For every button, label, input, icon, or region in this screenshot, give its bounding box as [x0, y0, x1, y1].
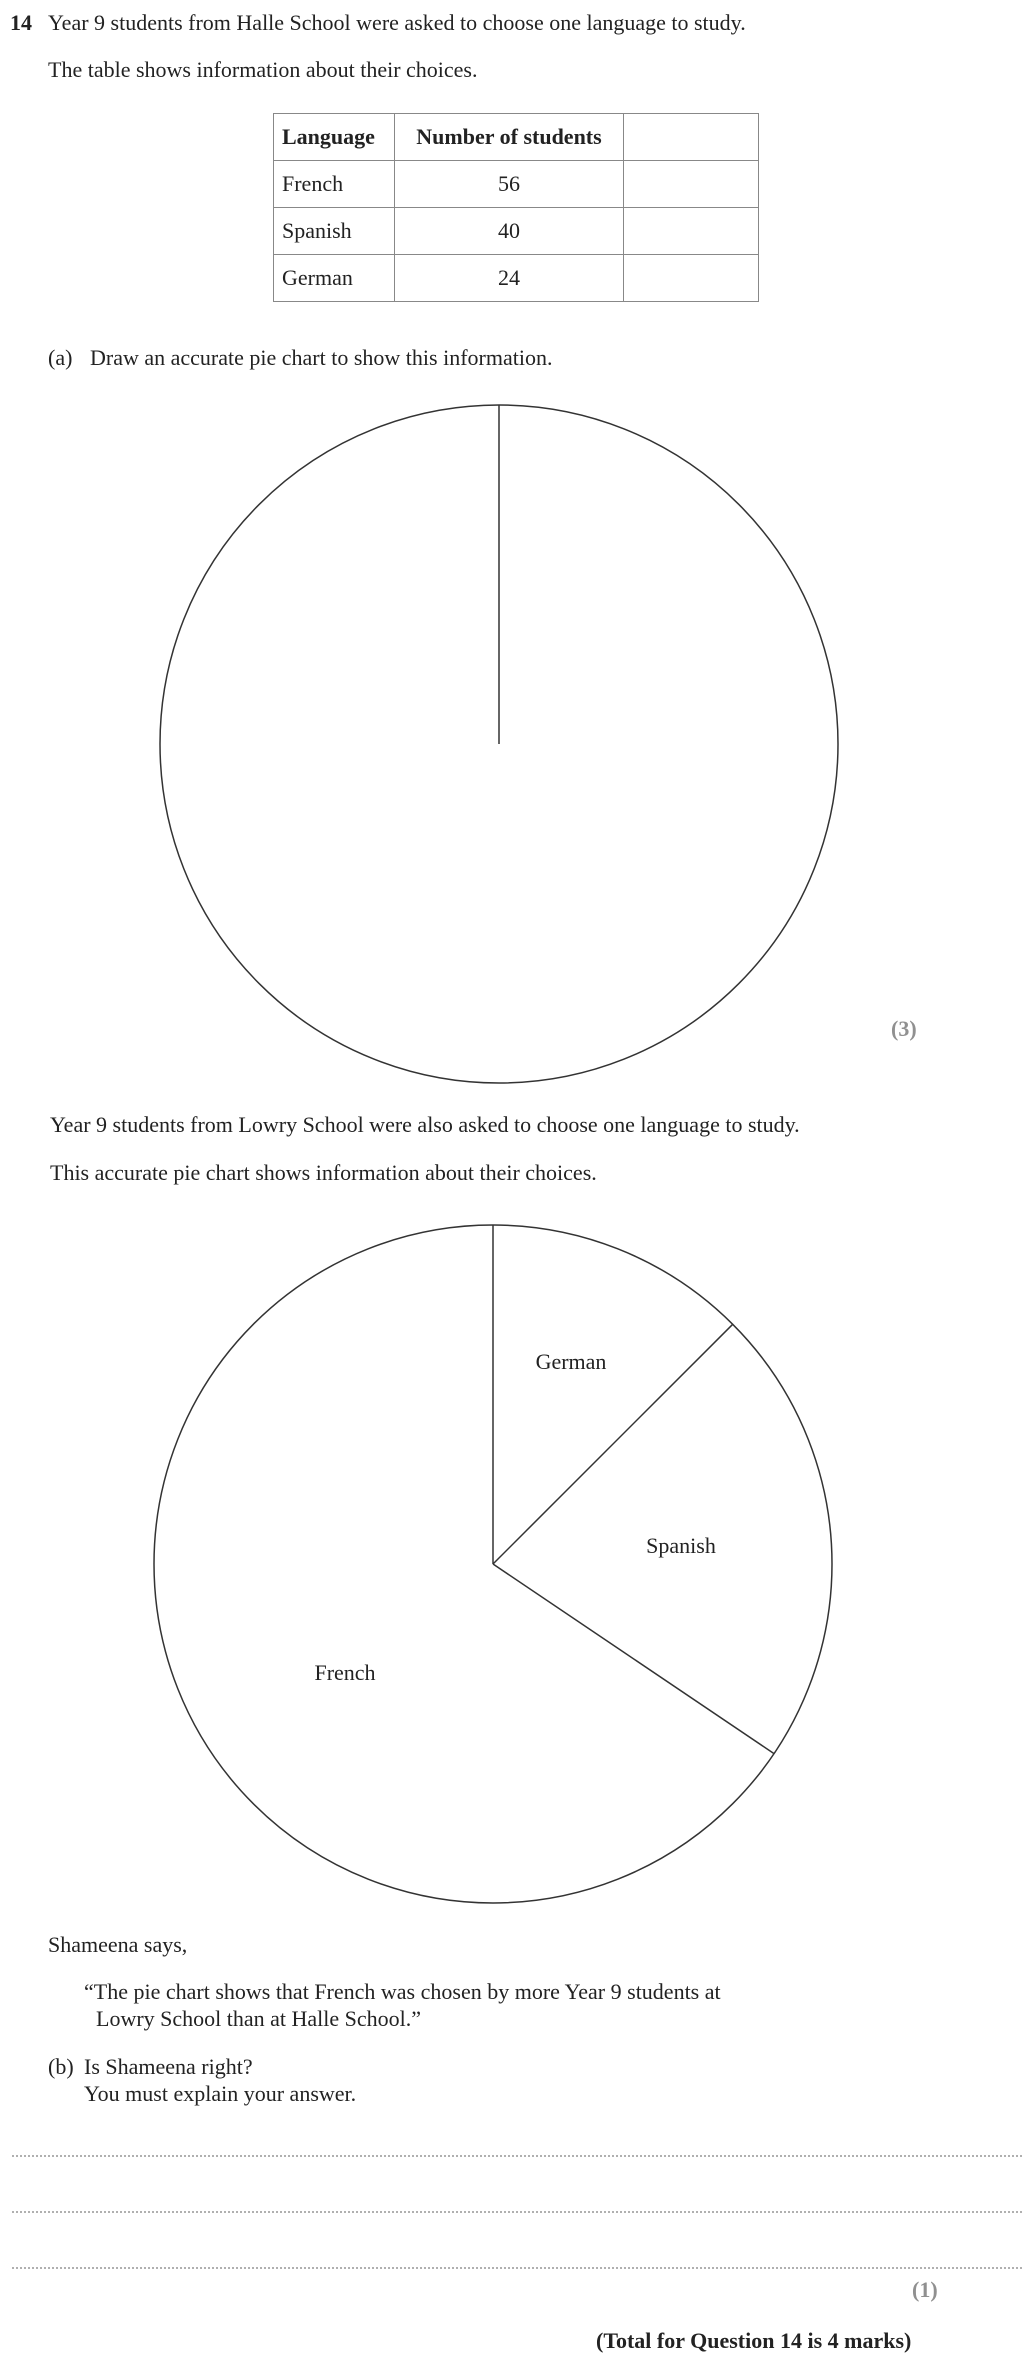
pie-label-french: French: [314, 1660, 376, 1685]
header-number-of-students: Number of students: [395, 114, 624, 161]
total-marks: (Total for Question 14 is 4 marks): [596, 2328, 912, 2353]
count-cell: 40: [395, 208, 624, 255]
header-language: Language: [274, 114, 395, 161]
part-b-label: (b): [48, 2054, 74, 2079]
lowry-line-1: Year 9 students from Lowry School were also asked to choose one language to study.: [50, 1112, 800, 1137]
part-a-marks: (3): [891, 1016, 917, 1041]
pie-label-spanish: Spanish: [646, 1533, 716, 1558]
pie-radius-spanish-french: [493, 1564, 774, 1754]
answer-line[interactable]: [12, 2155, 1022, 2157]
answer-line[interactable]: [12, 2267, 1022, 2269]
part-a-label: (a): [48, 345, 73, 370]
language-cell: Spanish: [274, 208, 395, 255]
answer-line[interactable]: [12, 2211, 1022, 2213]
shameena-says: Shameena says,: [48, 1932, 188, 1957]
lowry-pie-chart: [154, 1225, 832, 1903]
part-b-marks: (1): [912, 2277, 938, 2302]
count-cell: 56: [395, 161, 624, 208]
question-intro: Year 9 students from Halle School were asked to choose one language to study.: [48, 10, 746, 35]
count-cell: 24: [395, 255, 624, 302]
lowry-line-2: This accurate pie chart shows information about their choices.: [50, 1160, 597, 1185]
language-cell: German: [274, 255, 395, 302]
shameena-quote-line-1: “The pie chart shows that French was chosen by more Year 9 students at: [84, 1979, 721, 2004]
blank-pie-chart[interactable]: [160, 405, 838, 1083]
table-intro: The table shows information about their choices.: [48, 57, 478, 82]
pie-label-german: German: [535, 1349, 607, 1374]
language-cell: French: [274, 161, 395, 208]
question-number: 14: [10, 10, 32, 35]
part-b-instruction: You must explain your answer.: [84, 2081, 357, 2106]
shameena-quote-line-2: Lowry School than at Halle School.”: [96, 2006, 422, 2031]
part-b-question: Is Shameena right?: [84, 2054, 253, 2079]
pie-radius-german-spanish: [493, 1324, 733, 1564]
part-a-text: Draw an accurate pie chart to show this information.: [90, 345, 553, 370]
